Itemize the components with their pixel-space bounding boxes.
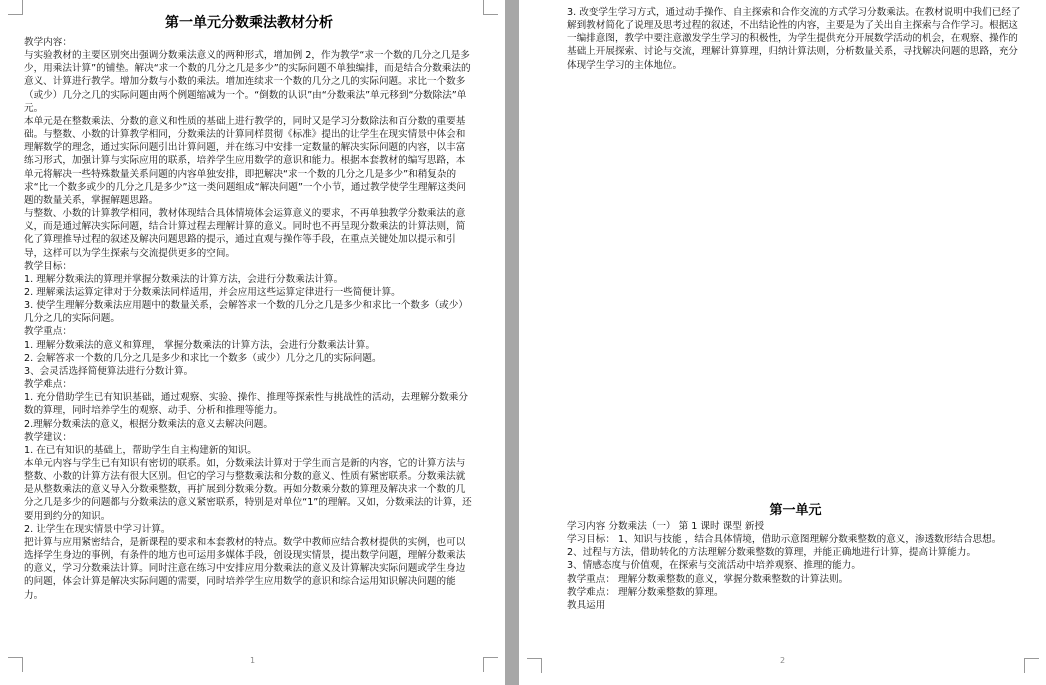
continued-text: 3. 改变学生学习方式，通过动手操作、自主探索和合作交流的方式学习分数乘法。在教材说明中我们已经了解到教材简化了说理及思考过程的叙述，不出结论性的内容，主要是为了关出自主探索与合作学习。根据这一编排意图，教学中要注意激发学生学习的积极性，为学生提供充分开展数学活动的机会，在观察、操作的基础上开展探索、讨论与交流，理解计算算理，归纳计算法则，分析数量关系，寻找解决问题的思路，充分体现学生学习的主体地位。: [567, 7, 1021, 71]
page-number: 1: [249, 656, 256, 665]
crop-mark: [8, 0, 23, 15]
page-title: 第一单元分数乘法教材分析: [165, 15, 333, 31]
document-page-2: [519, 0, 1046, 685]
page-body-text: 教学内容： 与实验教材的主要区别突出强调分数乘法意义的两种形式，增加例 2，作为教学“求一个数的几分之几是多少，用乘法计算”的铺垫。解决“求一个数的几分之几是多少”的实际问题不单独编排，而是结合分数乘法的意义、计算进行教学。增加分数与小数的乘法。增加连续求一个数的几分之几的实际问题。求比一个数多（或少）几分之几的实际问题由两个例题缩减为一个。“倒数的认识”由“分数乘法”单元移到“分数除法”单元。 本单元是在整数乘法、分数的意义和性质的基础上进行教学的，同时又是学习分数除法和百分数的重要基础。与整数、小数的计算教学相同，分数乘法的计算同样贯彻《标准》提出的让学生在现实情景中体会和理解数学的理念，通过实际问题引出计算问题，并在练习中安排一定数量的解决实际问题的内容，以丰富练习形式，加强计算与实际应用的联系，培养学生应用数学的意识和能力。根据本套教材的编写思路，本单元将解决一些特殊数量关系问题的内容单独安排，即把解决“求一个数的几分之几是多少”和稍复杂的求“比一个数多或少的几分之几是多少”这一类问题组成“解决问题”一个小节，通过教学使学生理解这类问题的数量关系，掌握解题思路。 与整数、小数的计算教学相同，教材体现结合具体情境体会运算意义的要求，不再单独教学分数乘法的意义，而是通过解决实际问题，结合计算过程去理解计算的意义。同时也不再呈现分数乘法的计算法则，简化了算理推导过程的叙述及解决问题思路的提示，通过直观与操作等手段，在重点关键处加以提示和引导，这样可以为学生探索与交流提供更多的空间。 教学目标： 1. 理解分数乘法的算理并掌握分数乘法的计算方法，会进行分数乘法计算。 2. 理解乘法运算定律对于分数乘法同样适用，并会应用这些运算定律进行一些简便计算。 3. 使学生理解分数乘法应用题中的数量关系，会解答求一个数的几分之几是多少和求比一个数多（或少）几分之几的实际问题。 教学重点： 1. 理解分数乘法的意义和算理， 掌握分数乘法的计算方法，会进行分数乘法计算。 2. 会解答求一个数的几分之几是多少和求比一个数多（或少）几分之几的实际问题。 3、会灵活选择简便算法进行分数计算。 教学难点： 1. 充分借助学生已有知识基础，通过观察、实验、操作、推理等探索性与挑战性的活动，去理解分数乘分数的算理，同时培养学生的观察、动手、分析和推理等能力。 2.理解分数乘法的意义，根据分数乘法的意义去解决问题。 教学建议： 1. 在已有知识的基础上，帮助学生自主构建新的知识。 本单元内容与学生已有知识有密切的联系。如，分数乘法计算对于学生而言是新的内容，它的计算方法与整数、小数的计算方法有很大区别。但它的学习与整数乘法和分数的意义、性质有紧密联系。分数乘法就是从整数乘法的意义导入分数乘整数，再扩展到分数乘分数。再如分数乘分数的算理及解决求一个数的几分之几是多少的问题都与分数乘法的意义紧密联系，特别是对单位“1”的理解。又如，分数乘法的计算，还要用到约分的知识。 2. 让学生在现实情景中学习计算。 把计算与应用紧密结合，是新课程的要求和本套教材的特点。数学中教师应结合教材提供的实例，也可以选择学生身边的事例，有条件的地方也可运用多媒体手段，创设现实情景，提出数学问题，理解分数乘法的意义，学习分数乘法计算。同时注意在练习中安排应用分数乘法的意义及计算解决实际问题或学生身边的问题，体会计算是解决实际问题的需要，同时培养学生应用数学的意识和综合运用知识解决问题的能力。: [24, 37, 472, 601]
document-page-1: [0, 0, 505, 685]
lesson-plan-text: 学习内容 分数乘法（一） 第 1 课时 课型 新授 学习目标： 1、知识与技能 ，结合具体情境，借助示意图理解分数乘整数的意义，渗透数形结合思想。 2、过程与方法，借助转化的方法理解分数乘整数的算理，并能正确地进行计算，提高计算能力。 3、情感态度与价值观，在探索与交流活动中培养观察、推理的能力。 教学重点： 理解分数乘整数的意义，掌握分数乘整数的计算法则。 教学难点： 理解分数乘整数的算理。 教具运用: [567, 521, 1002, 611]
unit-title: 第一单元: [769, 503, 822, 518]
page-number: 2: [779, 656, 786, 665]
crop-mark: [483, 0, 498, 15]
